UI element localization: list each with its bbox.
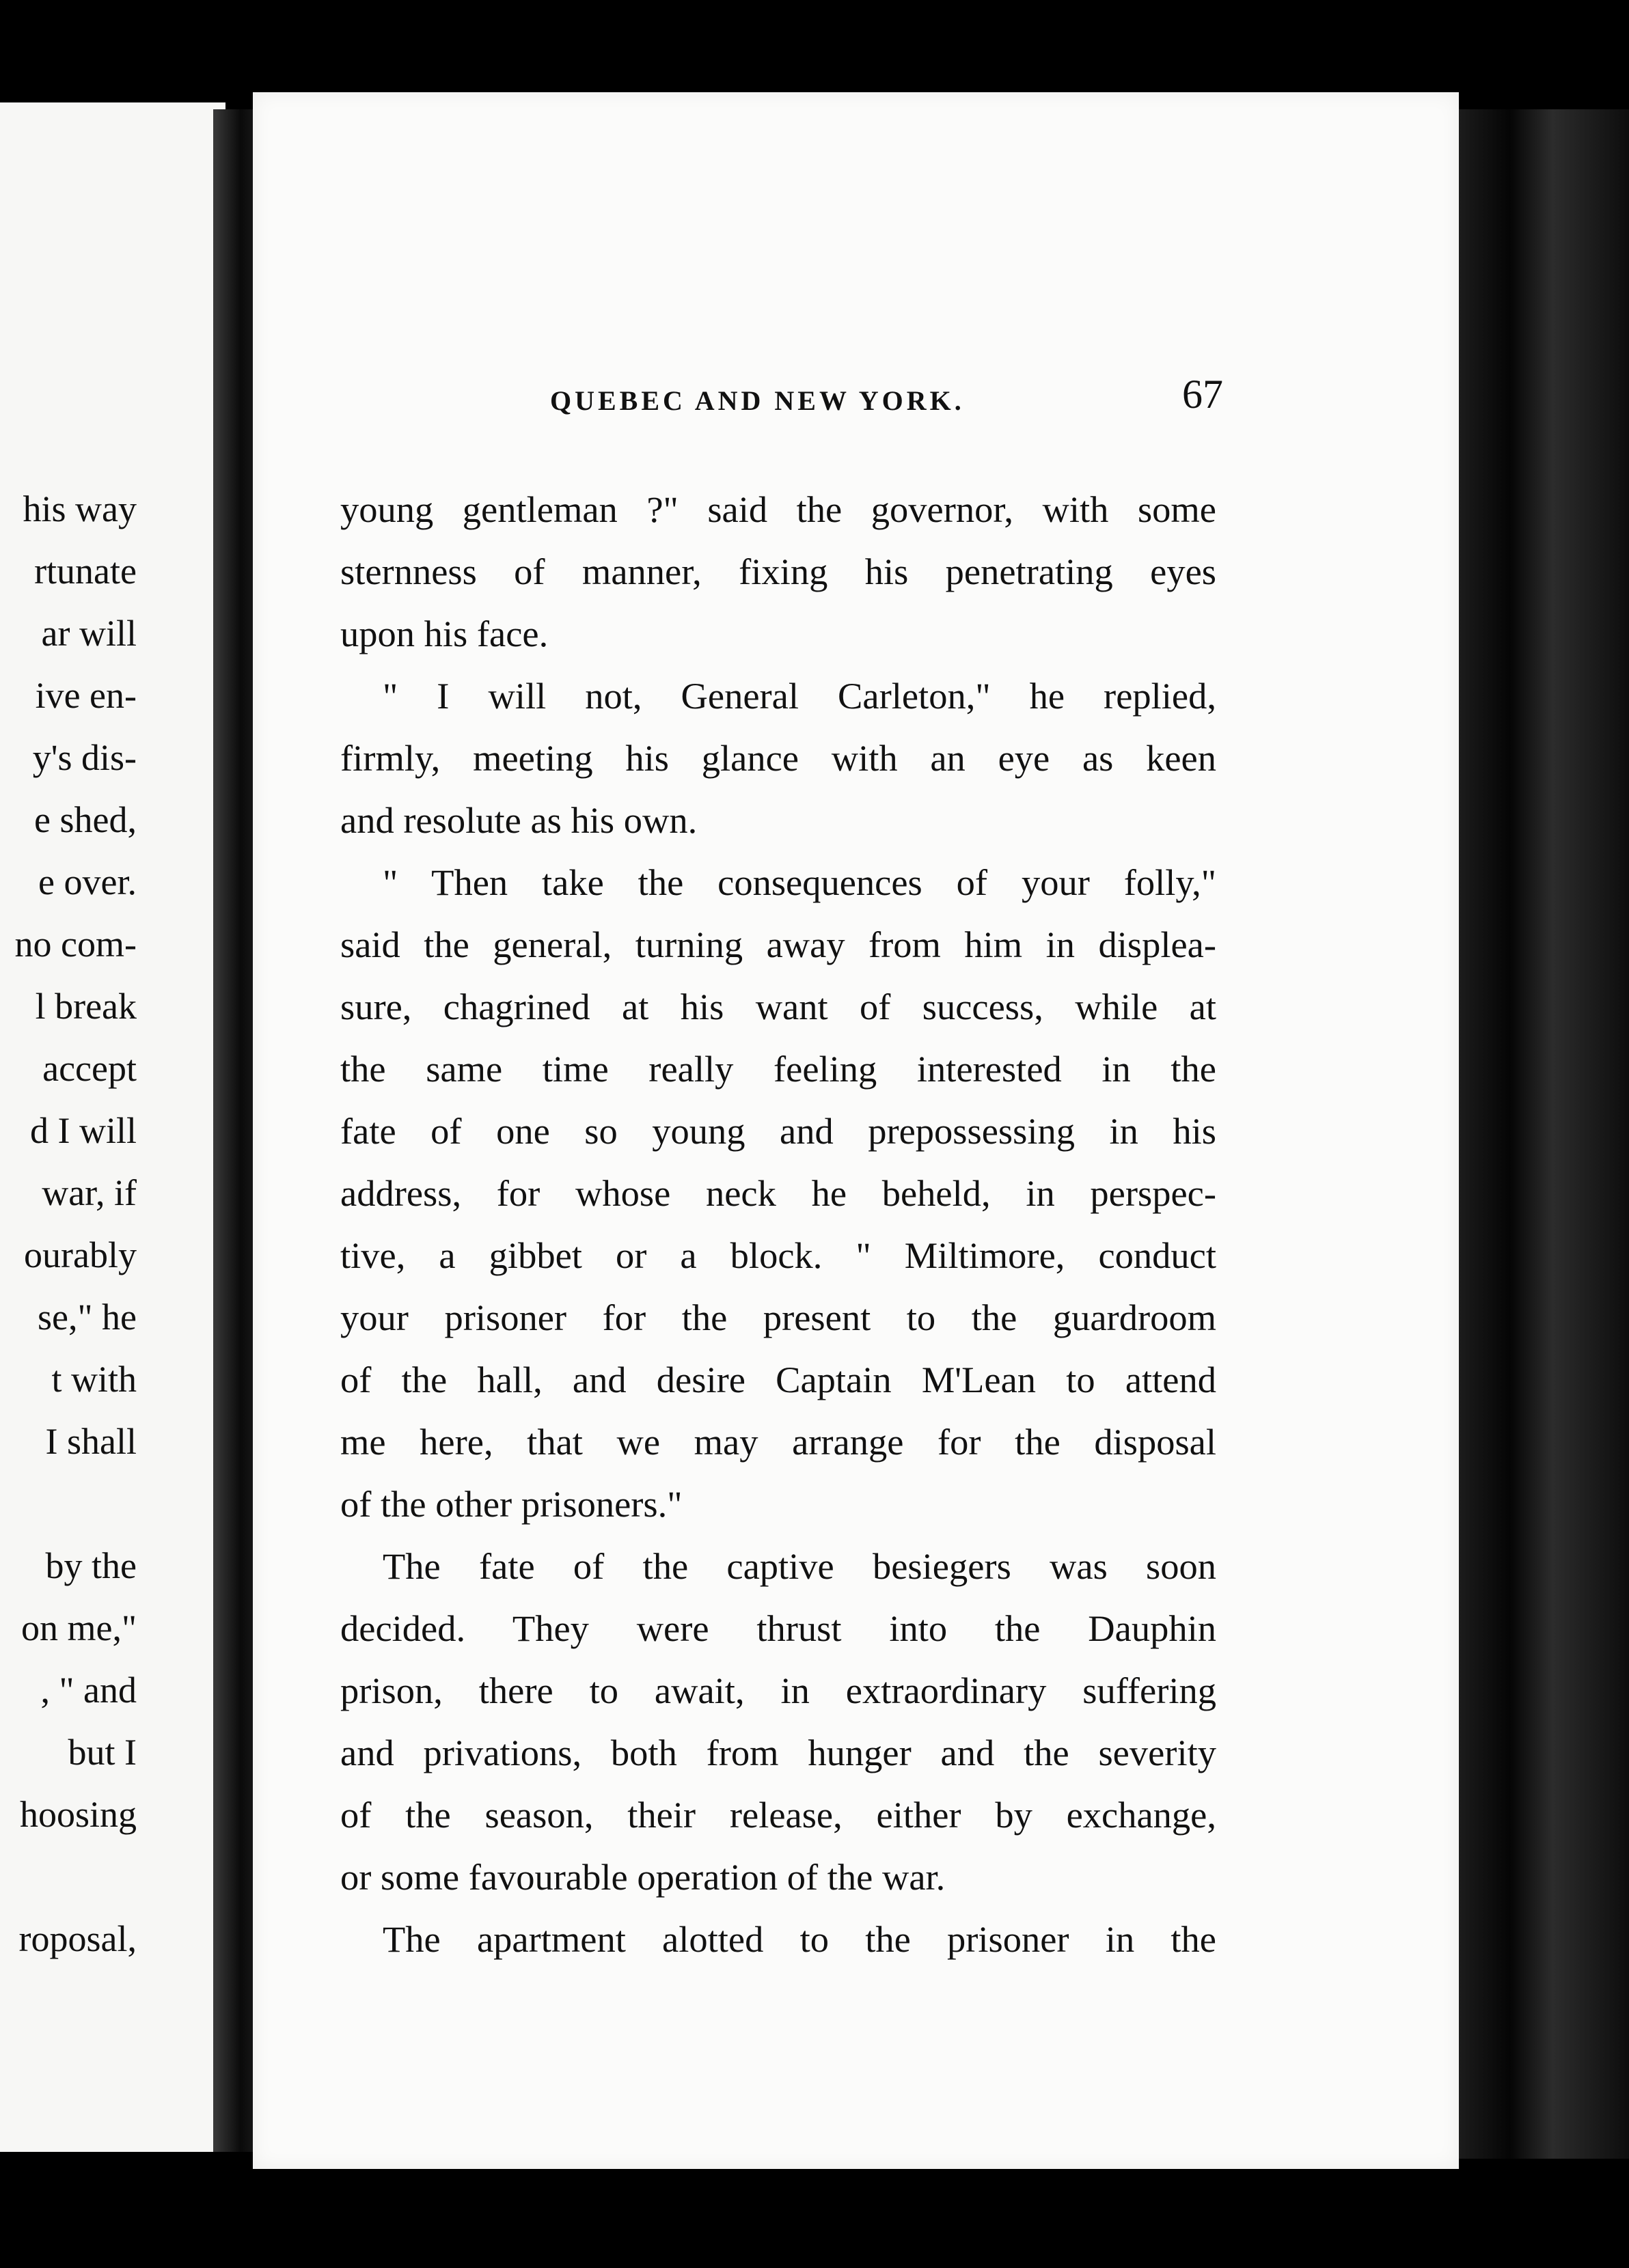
text-line: address, for whose neck he beheld, in perspec- (340, 1172, 1216, 1214)
book-right-edge (1459, 109, 1629, 2159)
previous-page-line: l break (35, 986, 137, 1027)
text-line: " Then take the consequences of your folly," (383, 861, 1216, 903)
previous-page-line: t with (51, 1359, 137, 1400)
text-line: the same time really feeling interested in the (340, 1048, 1216, 1090)
text-line: decided. They were thrust into the Dauphin (340, 1607, 1216, 1649)
text-line: The fate of the captive besiegers was soon (383, 1545, 1216, 1587)
text-line: fate of one so young and prepossessing in his (340, 1110, 1216, 1152)
previous-page-line: no com- (14, 924, 137, 965)
previous-page-line: his way (23, 488, 137, 529)
text-line: firmly, meeting his glance with an eye as keen (340, 737, 1216, 779)
scan-bottom-border (0, 2169, 1629, 2268)
previous-page-line: ar will (41, 613, 137, 654)
previous-page-line: on me," (20, 1607, 137, 1648)
previous-page-line: se," he (38, 1297, 137, 1338)
page-number: 67 (1182, 372, 1223, 417)
previous-page-line: e over. (38, 861, 137, 902)
previous-page-line: accept (42, 1048, 137, 1089)
previous-page-line: , " and (40, 1670, 137, 1711)
text-line: sure, chagrined at his want of success, while at (340, 986, 1216, 1027)
text-line: tive, a gibbet or a block. " Miltimore, conduct (340, 1234, 1216, 1276)
text-line: sternness of manner, fixing his penetrating eyes (340, 551, 1216, 592)
text-line: The apartment alotted to the prisoner in the (383, 1918, 1216, 1960)
previous-page-line: by the (45, 1545, 137, 1586)
previous-page-line: roposal, (18, 1918, 137, 1959)
text-line: young gentleman ?" said the governor, with some (340, 488, 1216, 530)
previous-page-line: e shed, (34, 799, 137, 840)
text-line: me here, that we may arrange for the disposal (340, 1421, 1216, 1463)
previous-page-line: y's dis- (32, 737, 137, 778)
text-line: of the other prisoners." (340, 1483, 683, 1525)
text-line: of the hall, and desire Captain M'Lean to attend (340, 1359, 1216, 1400)
previous-page-blank-line (15, 1846, 137, 1908)
text-line: of the season, their release, either by exchange, (340, 1794, 1216, 1836)
running-title: QUEBEC AND NEW YORK. (550, 385, 965, 416)
text-line: prison, there to await, in extraordinary suffering (340, 1670, 1216, 1711)
previous-page-blank-line (15, 1473, 137, 1535)
previous-page-line: rtunate (34, 551, 137, 592)
text-line: said the general, turning away from him in displea- (340, 924, 1216, 965)
body-text (340, 478, 1216, 1970)
previous-page-line: but I (68, 1732, 137, 1773)
text-line: or some favourable operation of the war. (340, 1856, 946, 1898)
previous-page-line: ourably (24, 1234, 137, 1275)
text-line: your prisoner for the present to the guardroom (340, 1297, 1216, 1338)
text-line: " I will not, General Carleton," he replied, (383, 675, 1216, 717)
running-head (342, 365, 1223, 427)
previous-page-text (15, 478, 137, 1970)
previous-page-line: war, if (42, 1172, 137, 1213)
previous-page-line: hoosing (19, 1794, 137, 1835)
text-line: upon his face. (340, 613, 549, 654)
text-line: and resolute as his own. (340, 799, 698, 841)
previous-page-line: I shall (45, 1421, 137, 1462)
previous-page-line: ive en- (35, 675, 137, 716)
text-line: and privations, both from hunger and the severity (340, 1732, 1216, 1773)
previous-page-line: d I will (30, 1110, 137, 1151)
